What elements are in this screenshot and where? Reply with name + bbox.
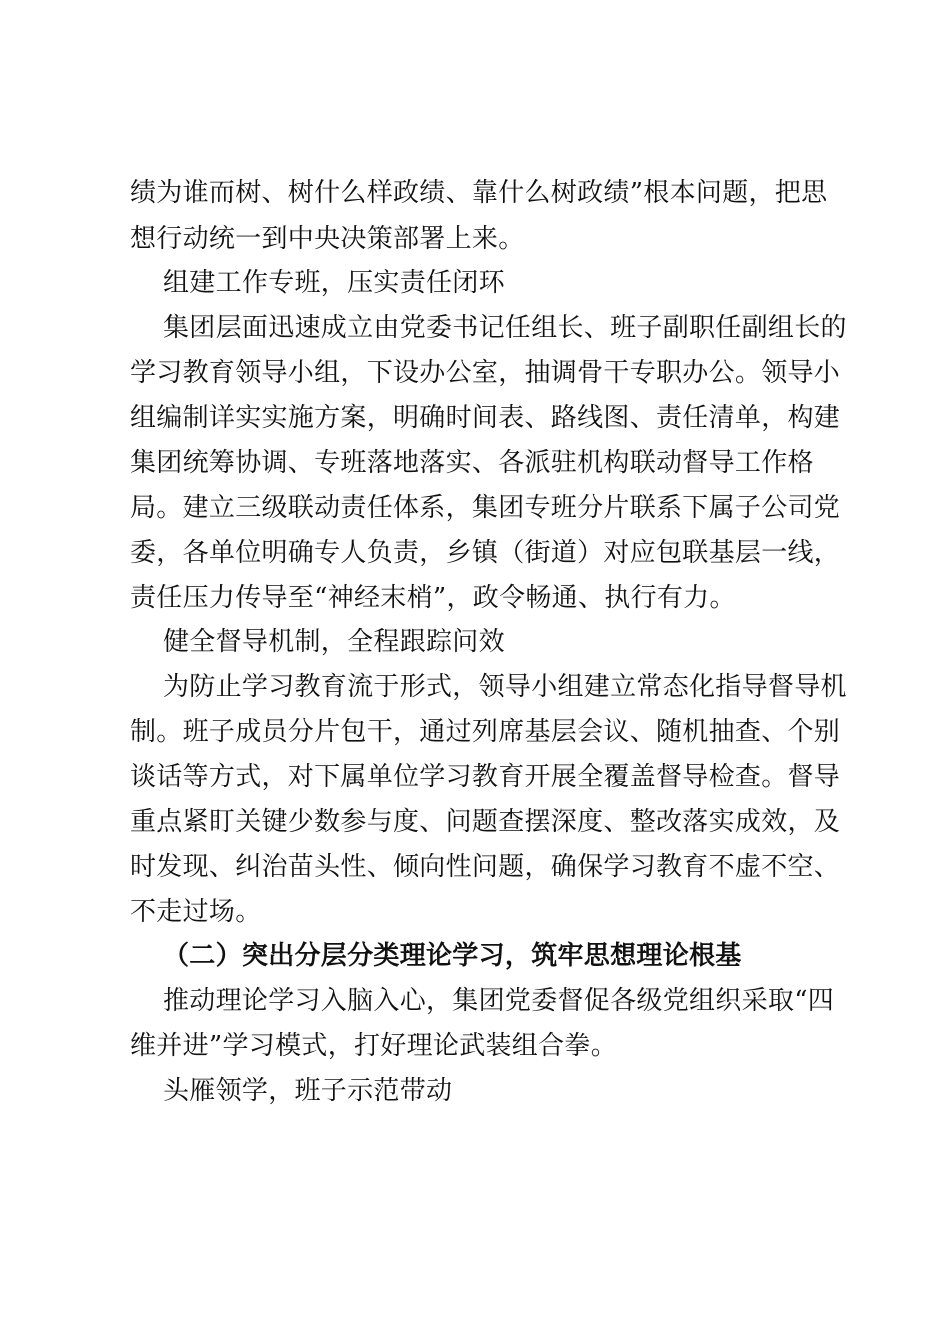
body-text-line: 局。建立三级联动责任体系，集团专班分片联系下属子公司党 xyxy=(130,493,841,523)
body-text-line: 集团层面迅速成立由党委书记任组长、班子副职任副组长的 xyxy=(163,313,847,343)
body-text-line: 责任压力传导至“神经末梢”，政令畅通、执行有力。 xyxy=(130,583,736,613)
body-text-line: 时发现、纠治苗头性、倾向性问题，确保学习教育不虚不空、 xyxy=(130,852,841,882)
section-heading: 头雁领学，班子示范带动 xyxy=(163,1076,453,1106)
section-heading: 健全督导机制，全程跟踪问效 xyxy=(163,627,505,657)
body-text-line: 绩为谁而树、树什么样政绩、靠什么树政绩”根本问题，把思 xyxy=(130,178,828,208)
subsection-heading: （二）突出分层分类理论学习，筑牢思想理论根基 xyxy=(163,941,742,971)
body-text-line: 组编制详实实施方案，明确时间表、路线图、责任清单，构建 xyxy=(130,403,841,433)
body-text-line: 为防止学习教育流于形式，领导小组建立常态化指导督导机 xyxy=(163,672,847,702)
body-text-line: 维并进”学习模式，打好理论武装组合拳。 xyxy=(130,1031,617,1061)
body-text-line: 制。班子成员分片包干，通过列席基层会议、随机抽查、个别 xyxy=(130,717,841,747)
body-text-line: 委，各单位明确专人负责，乡镇（街道）对应包联基层一线， xyxy=(130,538,841,568)
body-text-line: 学习教育领导小组，下设办公室，抽调骨干专职办公。领导小 xyxy=(130,358,841,388)
body-text-line: 推动理论学习入脑入心，集团党委督促各级党组织采取“四 xyxy=(163,986,835,1016)
body-text-line: 集团统筹协调、专班落地落实、各派驻机构联动督导工作格 xyxy=(130,448,814,478)
body-text-line: 重点紧盯关键少数参与度、问题查摆深度、整改落实成效，及 xyxy=(130,807,841,837)
body-text-line: 谈话等方式，对下属单位学习教育开展全覆盖督导检查。督导 xyxy=(130,762,841,792)
body-text-line: 不走过场。 xyxy=(130,897,262,927)
body-text-line: 想行动统一到中央决策部署上来。 xyxy=(130,224,525,254)
section-heading: 组建工作专班，压实责任闭环 xyxy=(163,268,505,298)
